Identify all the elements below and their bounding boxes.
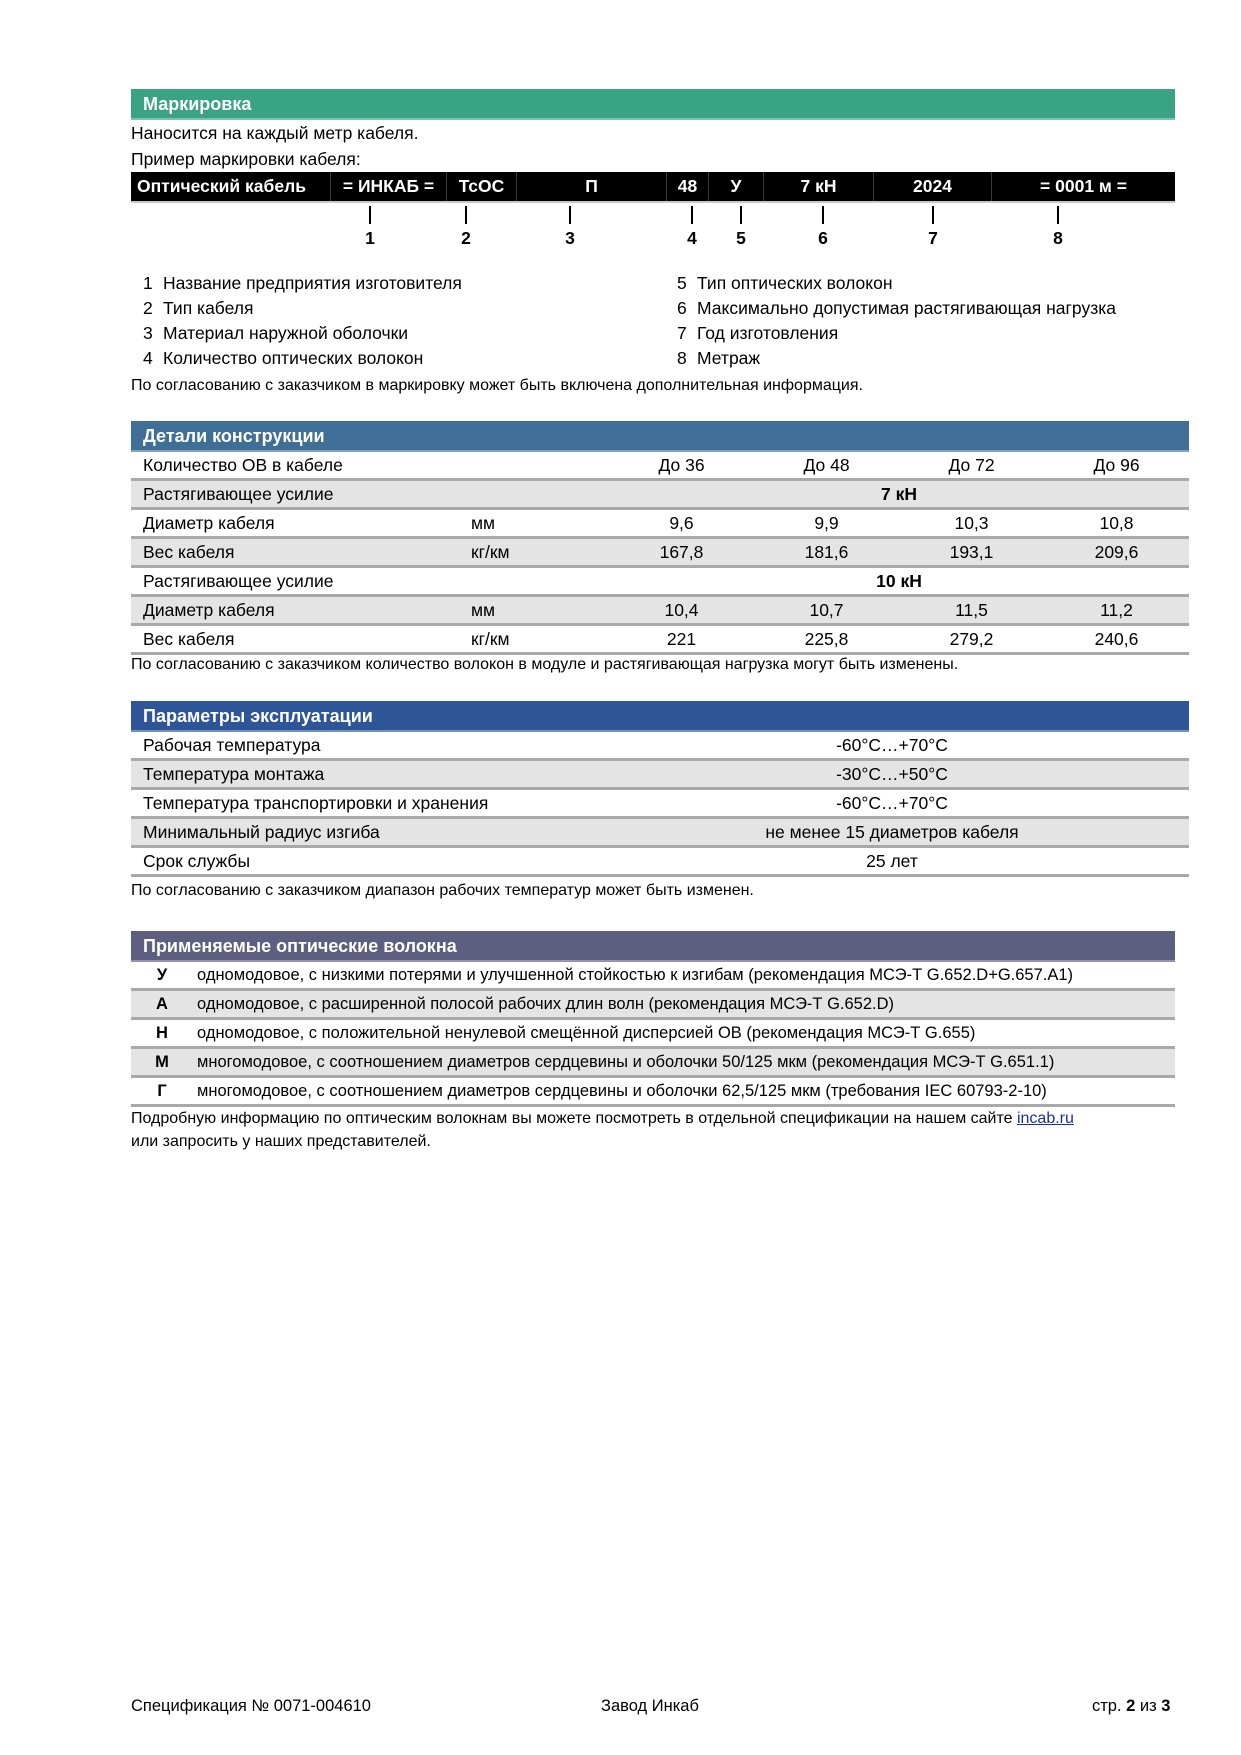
table-row: Срок службы 25 лет bbox=[131, 847, 1189, 876]
table-row bbox=[131, 567, 1189, 596]
params-title: Параметры эксплуатации bbox=[143, 706, 373, 726]
fiber-code: А bbox=[131, 990, 193, 1019]
tick-line bbox=[369, 206, 371, 224]
legend-item: 4 Количество оптических волокон bbox=[143, 348, 424, 368]
legend-item: 2 Тип кабеля bbox=[143, 298, 254, 318]
legend-item: 1 Название предприятия изготовителя bbox=[143, 273, 462, 293]
legend-item: 6 Максимально допустимая растягивающая нагрузка bbox=[677, 298, 1117, 318]
incab-site-link[interactable]: incab.ru bbox=[1016, 1110, 1074, 1127]
row-label: Количество ОВ в кабеле bbox=[131, 452, 459, 480]
fibers-table bbox=[131, 962, 1175, 1107]
tick-number: 8 bbox=[1053, 228, 1063, 248]
table-row: Диаметр кабеля мм 10,4 10,7 11,5 11,2 bbox=[131, 596, 1189, 625]
col-header: До 36 bbox=[609, 452, 754, 480]
params-note: По согласованию с заказчиком диапазон рабочих температур может быть изменен. bbox=[131, 882, 754, 899]
tick-number: 4 bbox=[687, 228, 697, 248]
table-row: Диаметр кабеля мм 9,6 9,9 10,3 10,8 bbox=[131, 509, 1189, 538]
table-row: Н одномодовое, с положительной ненулевой смещённой дисперсией ОВ (рекомендация МСЭ-Т G.655) bbox=[131, 1019, 1175, 1048]
col-header: До 96 bbox=[1044, 452, 1189, 480]
construction-title: Детали конструкции bbox=[143, 426, 325, 446]
mark-cell-tensile: 7 кН bbox=[764, 172, 874, 201]
fiber-code: М bbox=[131, 1048, 193, 1077]
mark-cell-fiber-count: 48 bbox=[667, 172, 709, 201]
legend-item: 8 Метраж bbox=[677, 348, 761, 368]
fibers-note: Подробную информацию по оптическим волокнам вы можете посмотреть в отдельной спецификации на нашем сайте incab.ru bbox=[131, 1110, 1074, 1127]
table-row: Температура монтажа -30°C…+50°C bbox=[131, 760, 1189, 789]
tick-number: 3 bbox=[565, 228, 575, 248]
tick-line bbox=[822, 206, 824, 224]
table-row: Рабочая температура -60°C…+70°C bbox=[131, 732, 1189, 760]
tick-line bbox=[691, 206, 693, 224]
tick-number: 1 bbox=[365, 228, 375, 248]
tick-line bbox=[740, 206, 742, 224]
table-row bbox=[131, 480, 1189, 509]
table-row: Вес кабеля кг/км 167,8 181,6 193,1 209,6 bbox=[131, 538, 1189, 567]
fiber-code: У bbox=[131, 962, 193, 990]
force-value: 7 кН bbox=[609, 480, 1189, 509]
tick-number: 5 bbox=[736, 228, 746, 248]
fibers-note-line2: или запросить у наших представителей. bbox=[131, 1133, 431, 1150]
table-row: Вес кабеля кг/км 221 225,8 279,2 240,6 bbox=[131, 625, 1189, 654]
table-row: У одномодовое, с низкими потерями и улучшенной стойкостью к изгибам (рекомендация МСЭ-Т G.652.D+G.657.A1) bbox=[131, 962, 1175, 990]
table-row: Минимальный радиус изгиба не менее 15 диаметров кабеля bbox=[131, 818, 1189, 847]
force-value: 10 кН bbox=[609, 567, 1189, 596]
tick-number: 2 bbox=[461, 228, 471, 248]
legend-item: 5 Тип оптических волокон bbox=[677, 273, 893, 293]
construction-section-header bbox=[131, 421, 1189, 452]
marking-example-bar bbox=[131, 172, 1175, 203]
marking-description: Наносится на каждый метр кабеля. bbox=[131, 123, 419, 143]
table-row: М многомодовое, с соотношением диаметров сердцевины и оболочки 50/125 мкм (рекомендация МСЭ-Т G.651.1) bbox=[131, 1048, 1175, 1077]
params-table bbox=[131, 732, 1189, 877]
fiber-code: Н bbox=[131, 1019, 193, 1048]
col-header: До 48 bbox=[754, 452, 899, 480]
footer-company: Завод Инкаб bbox=[601, 1697, 699, 1715]
mark-cell-manufacturer: = ИНКАБ = bbox=[331, 172, 447, 201]
construction-table bbox=[131, 452, 1189, 655]
footer-spec-number: Спецификация № 0071-004610 bbox=[131, 1697, 371, 1715]
tick-line bbox=[932, 206, 934, 224]
table-row: Температура транспортировки и хранения -60°C…+70°C bbox=[131, 789, 1189, 818]
legend-item: 3 Материал наружной оболочки bbox=[143, 323, 409, 343]
col-header: До 72 bbox=[899, 452, 1044, 480]
marking-title: Маркировка bbox=[143, 94, 252, 114]
table-row: Г многомодовое, с соотношением диаметров сердцевины и оболочки 62,5/125 мкм (требования IEC 60793-2-10) bbox=[131, 1077, 1175, 1106]
tick-number: 7 bbox=[928, 228, 938, 248]
mark-cell-length: = 0001 м = bbox=[1040, 176, 1127, 196]
mark-cell-product: Оптический кабель bbox=[131, 172, 331, 201]
tick-line bbox=[465, 206, 467, 224]
fiber-code: Г bbox=[131, 1077, 193, 1106]
marking-section-header bbox=[131, 89, 1175, 120]
params-section-header bbox=[131, 701, 1189, 732]
footer-page-number: стр. 2 из 3 bbox=[1092, 1697, 1171, 1715]
legend-item: 7 Год изготовления bbox=[677, 323, 839, 343]
marking-example-label: Пример маркировки кабеля: bbox=[131, 149, 361, 169]
tick-line bbox=[569, 206, 571, 224]
mark-cell-year: 2024 bbox=[874, 172, 992, 201]
table-row: А одномодовое, с расширенной полосой рабочих длин волн (рекомендация МСЭ-Т G.652.D) bbox=[131, 990, 1175, 1019]
table-row bbox=[131, 452, 1189, 480]
row-label: Растягивающее усилие bbox=[131, 480, 459, 509]
fibers-section-header bbox=[131, 931, 1175, 962]
tick-number: 6 bbox=[818, 228, 828, 248]
mark-cell-type: ТсОС bbox=[447, 172, 517, 201]
mark-cell-sheath: П bbox=[517, 172, 667, 201]
row-label: Растягивающее усилие bbox=[131, 567, 459, 596]
marking-note: По согласованию с заказчиком в маркировку может быть включена дополнительная информация. bbox=[131, 377, 863, 394]
tick-line bbox=[1057, 206, 1059, 224]
construction-note: По согласованию с заказчиком количество волокон в модуле и растягивающая нагрузка могут быть изменены. bbox=[131, 656, 959, 673]
mark-cell-fiber-type: У bbox=[709, 172, 764, 201]
fibers-title: Применяемые оптические волокна bbox=[143, 936, 457, 956]
